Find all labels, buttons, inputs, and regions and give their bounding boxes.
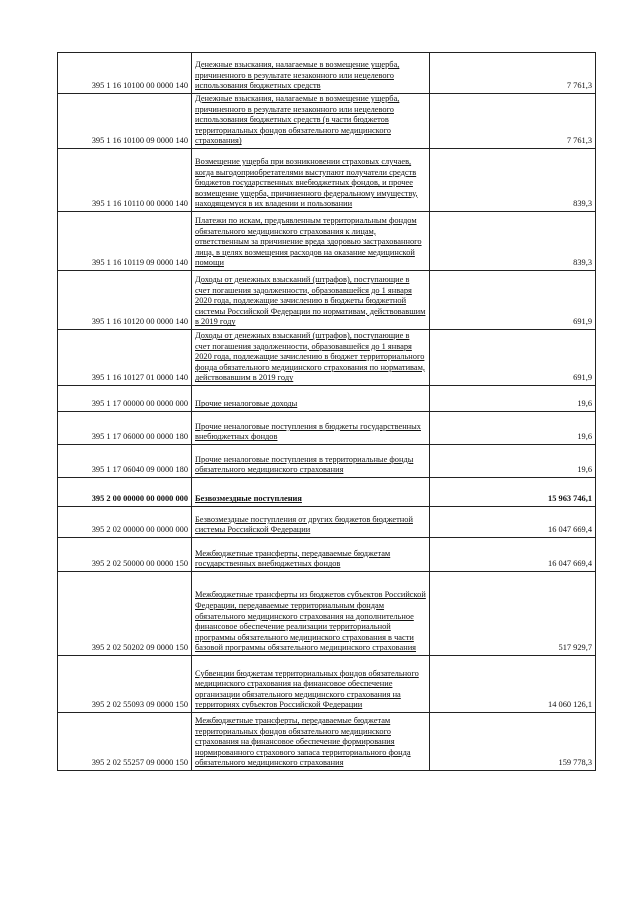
amount-cell: 19,6 (430, 411, 596, 444)
description-cell (192, 537, 430, 571)
description-text: Возмещение ущерба при возникновении страховых случаев, когда выгодоприобретателями выступают получатели средств бюджетов государственных внебюджетных фондов, и прочее возмещение ущерба, причиненного федеральному имуществу, находящемуся в их владении и пользовании (195, 157, 418, 209)
amount-cell: 159 778,3 (430, 712, 596, 770)
table-row (58, 53, 596, 94)
table-row (58, 537, 596, 571)
amount-cell: 14 060 126,1 (430, 655, 596, 712)
description-cell (192, 148, 430, 211)
revenue-table (57, 52, 596, 771)
description-cell (192, 211, 430, 270)
amount-cell: 839,3 (430, 211, 596, 270)
amount-cell: 839,3 (430, 148, 596, 211)
description-text: Прочие неналоговые доходы (195, 399, 298, 409)
budget-code-cell: 395 2 02 00000 00 0000 000 (58, 506, 192, 537)
budget-code-cell: 395 2 02 50202 09 0000 150 (58, 571, 192, 655)
budget-code-cell: 395 1 16 10120 00 0000 140 (58, 270, 192, 329)
budget-code-cell: 395 1 17 06040 09 0000 180 (58, 444, 192, 477)
description-cell (192, 444, 430, 477)
amount-cell: 517 929,7 (430, 571, 596, 655)
amount-cell: 16 047 669,4 (430, 537, 596, 571)
amount-cell: 7 761,3 (430, 94, 596, 149)
amount-cell: 691,9 (430, 329, 596, 385)
budget-code-cell: 395 2 02 55257 09 0000 150 (58, 712, 192, 770)
description-cell (192, 94, 430, 149)
table-row (58, 148, 596, 211)
description-text: Межбюджетные трансферты, передаваемые бюджетам государственных внебюджетных фондов (195, 548, 391, 569)
description-text: Платежи по искам, предъявленным территориальным фондом обязательного медицинского страхования к лицам, ответственным за причинение вреда здоровью застрахованного лица, в целях возмещения расходов на оказание медицинской помощи (195, 216, 422, 268)
description-text: Безвозмездные поступления (195, 494, 302, 504)
description-text: Прочие неналоговые поступления в бюджеты государственных внебюджетных фондов (195, 421, 421, 442)
budget-code-cell: 395 1 16 10127 01 0000 140 (58, 329, 192, 385)
description-text: Денежные взыскания, налагаемые в возмещение ущерба, причиненного в результате незаконного или нецелевого использования бюджетных средств (195, 60, 400, 91)
table-row (58, 712, 596, 770)
amount-cell: 16 047 669,4 (430, 506, 596, 537)
amount-cell: 19,6 (430, 385, 596, 411)
description-text: Доходы от денежных взысканий (штрафов), поступающие в счет погашения задолженности, образовавшейся до 1 января 2020 года, подлежащие зачислению в бюджеты бюджетной системы Российской Федерации по нормативам, действовавшим в 2019 году (195, 275, 426, 327)
amount-cell: 7 761,3 (430, 53, 596, 94)
amount-cell: 691,9 (430, 270, 596, 329)
description-cell (192, 270, 430, 329)
budget-code-cell: 395 2 02 55093 09 0000 150 (58, 655, 192, 712)
table-row (58, 385, 596, 411)
table-row (58, 411, 596, 444)
budget-code-cell: 395 1 16 10100 00 0000 140 (58, 53, 192, 94)
description-cell (192, 712, 430, 770)
description-text: Межбюджетные трансферты, передаваемые бюджетам территориальных фондов обязательного медицинского страхования на финансовое обеспечение формирования нормированного страхового запаса территориального фонда обязательного медицинского страхования (195, 716, 411, 768)
budget-code-cell: 395 2 02 50000 00 0000 150 (58, 537, 192, 571)
amount-cell: 15 963 746,1 (430, 477, 596, 506)
revenue-table-body (58, 53, 596, 771)
table-row (58, 571, 596, 655)
description-cell (192, 329, 430, 385)
table-row (58, 506, 596, 537)
budget-code-cell: 395 1 17 00000 00 0000 000 (58, 385, 192, 411)
description-text: Денежные взыскания, налагаемые в возмещение ущерба, причиненного в результате незаконного или нецелевого использования бюджетных средств (в части бюджетов территориальных фондов обязательного медицинского страхования) (195, 94, 400, 146)
amount-cell: 19,6 (430, 444, 596, 477)
table-row (58, 211, 596, 270)
table-row (58, 655, 596, 712)
description-cell (192, 53, 430, 94)
description-text: Субвенции бюджетам территориальных фондов обязательного медицинского страхования на финансовое обеспечение организации обязательного медицинского страхования на территориях субъектов Российской Федерации (195, 668, 419, 710)
budget-code-cell: 395 1 16 10119 09 0000 140 (58, 211, 192, 270)
description-cell (192, 411, 430, 444)
description-cell (192, 385, 430, 411)
table-row (58, 329, 596, 385)
budget-code-cell: 395 2 00 00000 00 0000 000 (58, 477, 192, 506)
table-row (58, 270, 596, 329)
table-row (58, 444, 596, 477)
description-cell (192, 506, 430, 537)
description-cell (192, 477, 430, 506)
description-cell (192, 571, 430, 655)
table-row (58, 94, 596, 149)
budget-code-cell: 395 1 16 10100 09 0000 140 (58, 94, 192, 149)
description-text: Доходы от денежных взысканий (штрафов), поступающие в счет погашения задолженности, образовавшейся до 1 января 2020 года, подлежащие зачислению в бюджет территориального фонда обязательного медицинского страхования по нормативам, действовавшим в 2019 году (195, 331, 426, 383)
table-row (58, 477, 596, 506)
description-text: Безвозмездные поступления от других бюджетов бюджетной системы Российской Федерации (195, 514, 413, 535)
description-text: Прочие неналоговые поступления в территориальные фонды обязательного медицинского страхования (195, 454, 414, 475)
budget-code-cell: 395 1 17 06000 00 0000 180 (58, 411, 192, 444)
description-cell (192, 655, 430, 712)
description-text: Межбюджетные трансферты из бюджетов субъектов Российской Федерации, передаваемые территориальным фондам обязательного медицинского страхования на дополнительное финансовое обеспечение реализации территориальной программы обязательного медицинского страхования в части базовой программы обязательного медицинского страхования (195, 590, 426, 653)
budget-code-cell: 395 1 16 10110 00 0000 140 (58, 148, 192, 211)
